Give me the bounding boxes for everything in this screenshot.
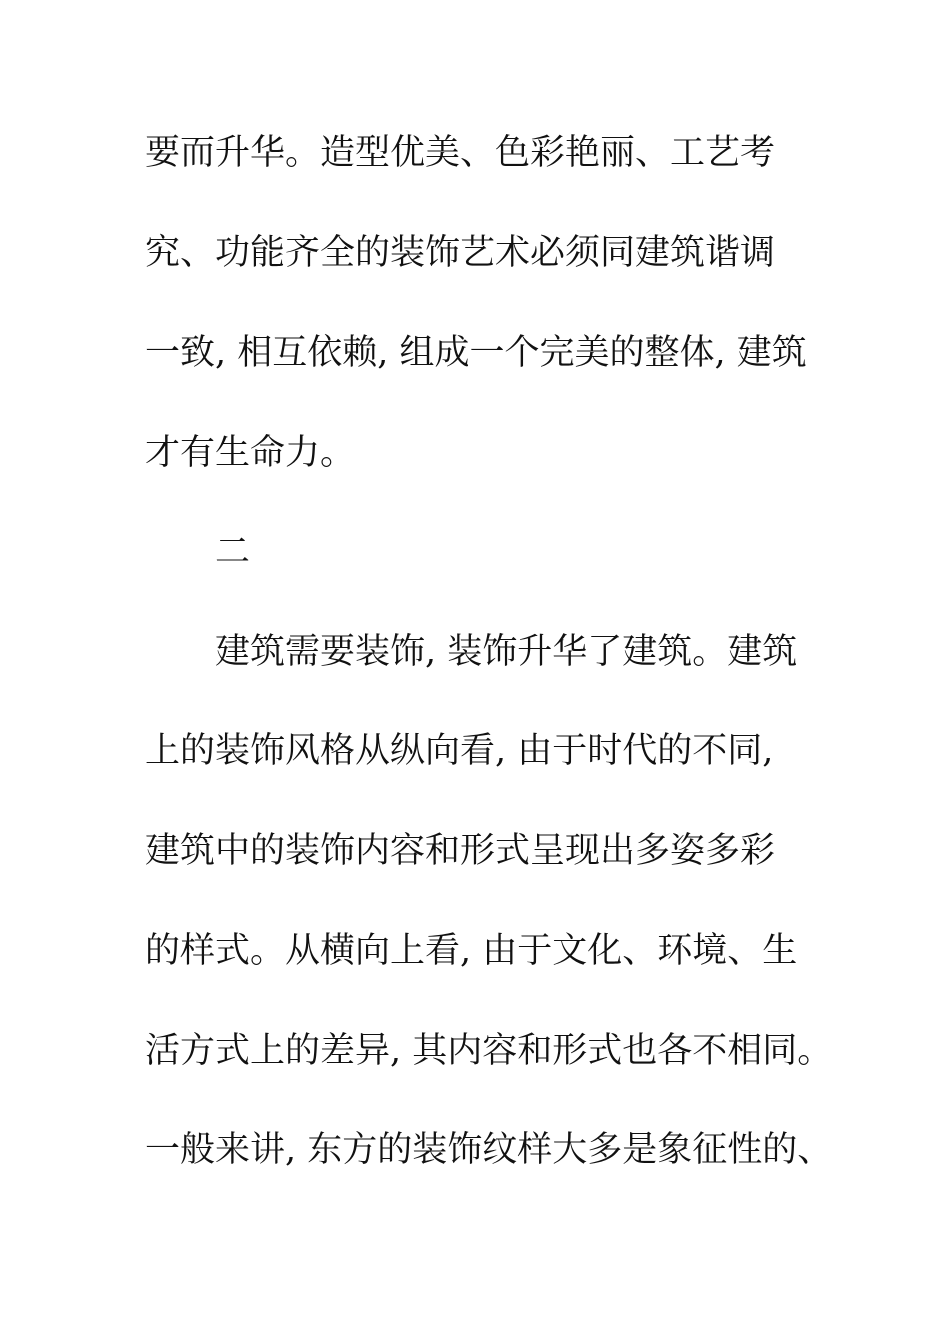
text-line: 建筑需要装饰, 装饰升华了建筑。建筑 (215, 632, 798, 672)
text-line: 究、功能齐全的装饰艺术必须同建筑谐调 (145, 233, 776, 273)
text-line: 的样式。从横向上看, 由于文化、环境、生 (145, 931, 798, 971)
text-line: 一致, 相互依赖, 组成一个完美的整体, 建筑 (145, 333, 807, 373)
section-heading: 二 (215, 532, 251, 572)
text-line: 活方式上的差异, 其内容和形式也各不相同。 (145, 1031, 833, 1071)
text-line: 上的装饰风格从纵向看, 由于时代的不同, (145, 731, 774, 771)
text-line: 一般来讲, 东方的装饰纹样大多是象征性的、 (145, 1130, 833, 1170)
text-line: 建筑中的装饰内容和形式呈现出多姿多彩 (145, 831, 776, 871)
text-line: 才有生命力。 (145, 433, 356, 473)
text-line: 要而升华。造型优美、色彩艳丽、工艺考 (145, 133, 776, 173)
